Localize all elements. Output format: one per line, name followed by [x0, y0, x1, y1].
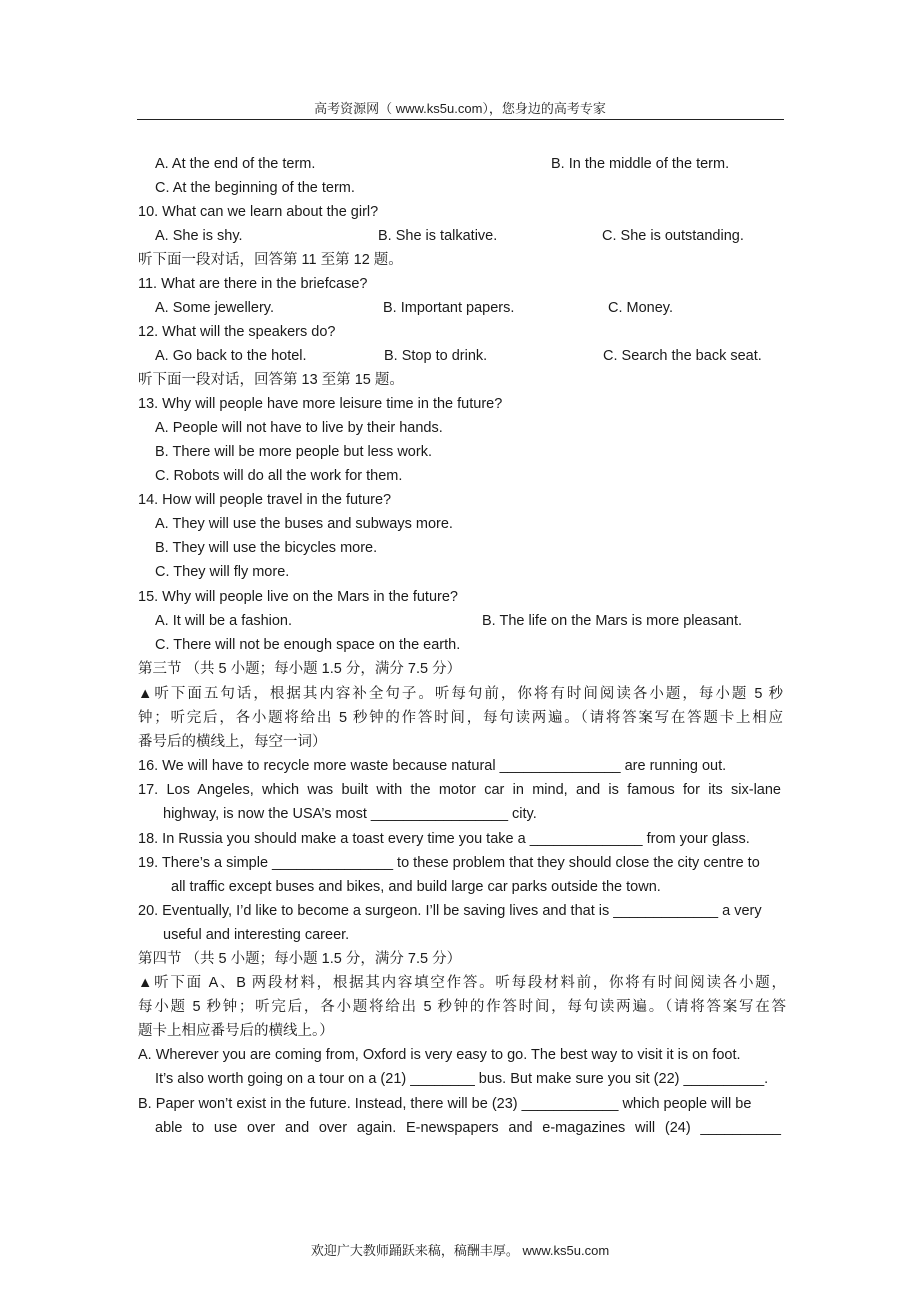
q10-option-b: B. She is talkative.	[378, 228, 498, 244]
section4-instruction-3: 题卡上相应番号后的横线上。）	[138, 1023, 334, 1039]
section4-title: 第四节 （共 5 小题；每小题 1.5 分，满分 7.5 分）	[138, 951, 462, 967]
q9-option-c: C. At the beginning of the term.	[155, 180, 355, 196]
section4-instruction-2: 每小题 5 秒钟；听完后，各小题将给出 5 秒钟的作答时间，每句读两遍。（请将答案写在答	[138, 999, 786, 1015]
q9-option-b: B. In the middle of the term.	[551, 156, 730, 172]
q13-option-b: B. There will be more people but less work.	[155, 444, 432, 460]
q12-option-a: A. Go back to the hotel.	[155, 348, 307, 364]
section3-instruction-3: 番号后的横线上，每空一词）	[138, 734, 327, 750]
section3-instruction-1: ▲听下面五句话，根据其内容补全句子。听每句前，你将有时间阅读各小题，每小题 5 秒	[138, 686, 783, 702]
q14-option-a: A. They will use the buses and subways more.	[155, 516, 453, 532]
page-footer: 欢迎广大教师踊跃来稿，稿酬丰厚。 www.ks5u.com	[310, 1243, 610, 1258]
q11-option-a: A. Some jewellery.	[155, 300, 274, 316]
q10-stem: 10. What can we learn about the girl?	[138, 204, 379, 220]
q15-option-a: A. It will be a fashion.	[155, 613, 293, 629]
q13-option-a: A. People will not have to live by their hands.	[155, 420, 443, 436]
header-divider	[137, 119, 784, 120]
part-b-line-2: able to use over and over again. E-newspapers and e-magazines will (24) __________	[155, 1120, 781, 1136]
q17-line-1: 17. Los Angeles, which was built with the motor car in mind, and is famous for its six-lane	[138, 782, 781, 798]
q20-line-1: 20. Eventually, I’d like to become a surgeon. I’ll be saving lives and that is _____________ a very	[138, 903, 762, 919]
q20-line-2: useful and interesting career.	[163, 927, 350, 943]
section3-title: 第三节 （共 5 小题；每小题 1.5 分，满分 7.5 分）	[138, 661, 462, 677]
q15-stem: 15. Why will people live on the Mars in the future?	[138, 589, 458, 605]
q14-option-b: B. They will use the bicycles more.	[155, 540, 378, 556]
q16: 16. We will have to recycle more waste because natural _______________ are running out.	[138, 758, 727, 774]
q13-stem: 13. Why will people have more leisure time in the future?	[138, 396, 503, 412]
q12-option-b: B. Stop to drink.	[384, 348, 488, 364]
q12-stem: 12. What will the speakers do?	[138, 324, 336, 340]
q12-option-c: C. Search the back seat.	[603, 348, 762, 364]
page-header: 高考资源网（ www.ks5u.com），您身边的高考专家	[314, 101, 606, 116]
q9-option-a: A. At the end of the term.	[155, 156, 316, 172]
q17-line-2: highway, is now the USA’s most _________________ city.	[163, 806, 537, 822]
q11-stem: 11. What are there in the briefcase?	[138, 276, 368, 292]
section4-instruction-1: ▲听下面 A、B 两段材料，根据其内容填空作答。听每段材料前，你将有时间阅读各小题，	[138, 975, 786, 991]
q15-option-b: B. The life on the Mars is more pleasant.	[482, 613, 743, 629]
part-a-line-1: A. Wherever you are coming from, Oxford is very easy to go. The best way to visit it is on foot.	[138, 1047, 741, 1063]
q10-option-a: A. She is shy.	[155, 228, 243, 244]
instruction-13-15: 听下面一段对话，回答第 13 至第 15 题。	[138, 372, 404, 388]
q19-line-1: 19. There’s a simple _______________ to these problem that they should close the city centre to	[138, 855, 760, 871]
instruction-11-12: 听下面一段对话，回答第 11 至第 12 题。	[138, 252, 403, 268]
q15-option-c: C. There will not be enough space on the earth.	[155, 637, 461, 653]
part-a-line-2: It’s also worth going on a tour on a (21) ________ bus. But make sure you sit (22) __________.	[155, 1071, 769, 1087]
q11-option-c: C. Money.	[608, 300, 674, 316]
part-b-line-1: B. Paper won’t exist in the future. Instead, there will be (23) ____________ which people will be	[138, 1096, 752, 1112]
q19-line-2: all traffic except buses and bikes, and build large car parks outside the town.	[171, 879, 661, 895]
section3-instruction-2: 钟；听完后，各小题将给出 5 秒钟的作答时间，每句读两遍。（请将答案写在答题卡上相应	[138, 710, 783, 726]
q11-option-b: B. Important papers.	[383, 300, 515, 316]
q13-option-c: C. Robots will do all the work for them.	[155, 468, 403, 484]
q14-option-c: C. They will fly more.	[155, 564, 290, 580]
q18: 18. In Russia you should make a toast every time you take a ______________ from your glass.	[138, 831, 750, 847]
q10-option-c: C. She is outstanding.	[602, 228, 744, 244]
q14-stem: 14. How will people travel in the future?	[138, 492, 392, 508]
